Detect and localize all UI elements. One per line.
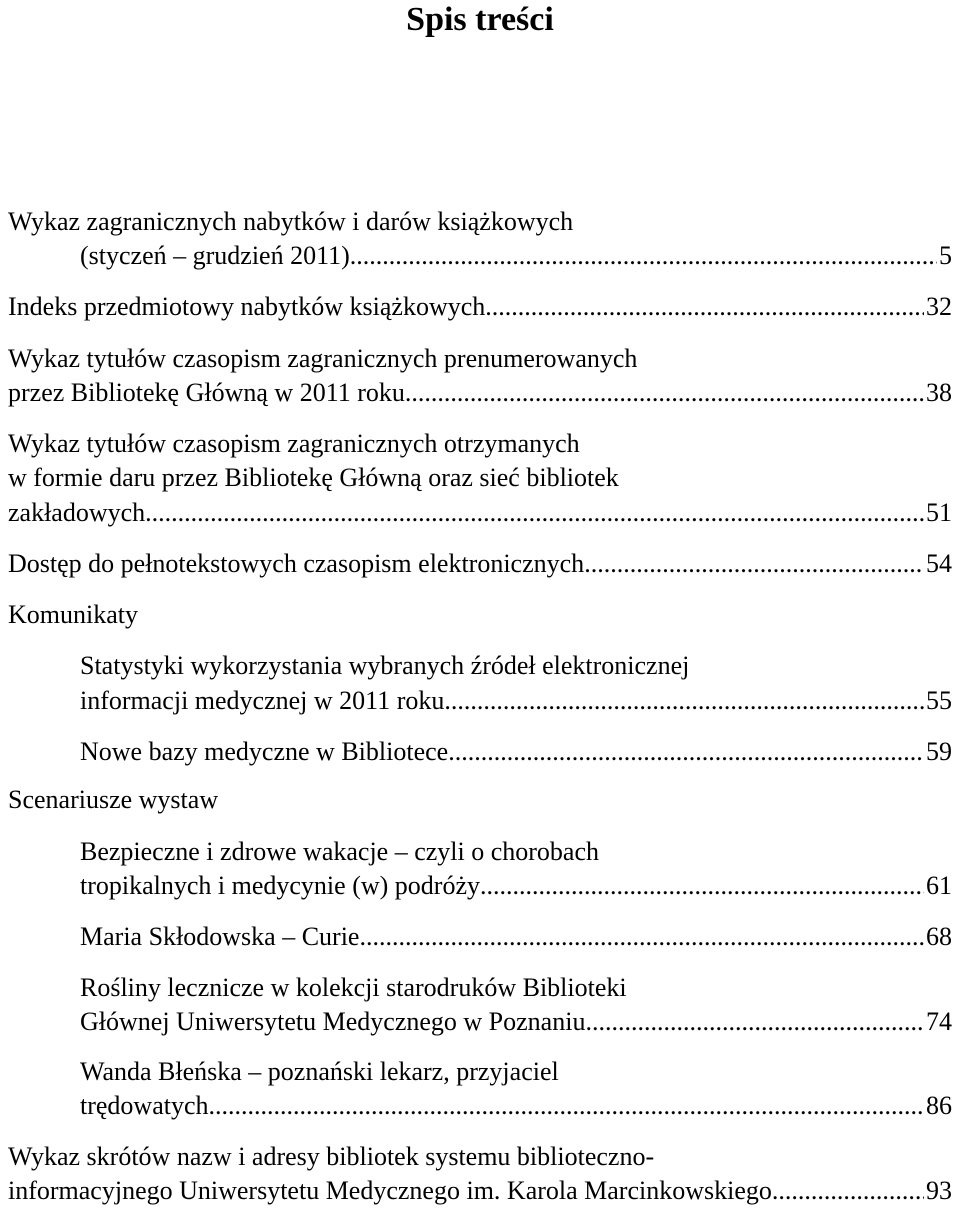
toc-entry-title: przez Bibliotekę Główną w 2011 roku <box>8 378 405 407</box>
toc-page-number: 54 <box>926 549 952 578</box>
toc-entry-title: Dostęp do pełnotekstowych czasopism elektronicznych <box>8 549 585 578</box>
toc-entry-title: Wykaz tytułów czasopism zagranicznych prenumerowanych <box>8 344 638 373</box>
toc-page-number: 32 <box>926 292 952 321</box>
toc-entry-title: Wykaz zagranicznych nabytków i darów książkowych <box>8 207 574 236</box>
toc-section-heading: Komunikaty <box>8 600 138 629</box>
dot-leader <box>485 291 924 323</box>
toc-entry-leader-line <box>80 1090 952 1122</box>
toc-page-number: 55 <box>926 686 952 715</box>
toc-entry-title: informacji medycznej w 2011 roku <box>80 686 445 715</box>
toc-entry-title: Wanda Błeńska – poznański lekarz, przyjaciel <box>80 1057 559 1086</box>
toc-entry-title: Indeks przedmiotowy nabytków książkowych <box>8 292 486 321</box>
toc-entry-title: Bezpieczne i zdrowe wakacje – czyli o chorobach <box>80 837 600 866</box>
toc-entry-leader-line <box>80 1006 952 1038</box>
dot-leader <box>350 240 937 272</box>
toc-entry-title: Nowe bazy medyczne w Bibliotece <box>80 737 449 766</box>
toc-page-number: 74 <box>926 1007 952 1036</box>
toc-entry-leader-line <box>8 291 952 323</box>
toc-page-number: 86 <box>926 1091 952 1120</box>
dot-leader <box>584 548 924 580</box>
toc-entry-leader-line <box>80 240 952 272</box>
toc-entry-title: informacyjnego Uniwersytetu Medycznego im. Karola Marcinkowskiego <box>8 1176 772 1205</box>
toc-page-number: 51 <box>926 498 952 527</box>
dot-leader <box>359 921 924 953</box>
toc-page-number: 93 <box>926 1176 952 1205</box>
toc-entry-leader-line <box>80 870 952 902</box>
toc-entry-leader-line <box>8 497 952 529</box>
toc-entry-title: trędowatych <box>80 1091 209 1120</box>
toc-entry-leader-line <box>80 736 952 768</box>
toc-entry-leader-line <box>8 548 952 580</box>
toc-page-number: 38 <box>926 378 952 407</box>
toc-entry-title: Wykaz skrótów nazw i adresy bibliotek systemu biblioteczno- <box>8 1142 655 1171</box>
toc-page-number: 5 <box>939 241 952 270</box>
toc-entry-title: Rośliny lecznicze w kolekcji starodruków Biblioteki <box>80 973 627 1002</box>
toc-entry-leader-line <box>80 921 952 953</box>
toc-entry-title: tropikalnych i medycynie (w) podróży <box>80 871 480 900</box>
dot-leader <box>209 1090 924 1122</box>
toc-entry-title: (styczeń – grudzień 2011) <box>80 241 350 270</box>
dot-leader <box>772 1175 924 1207</box>
page-title: Spis treści <box>406 1 554 38</box>
toc-page-number: 68 <box>926 922 952 951</box>
toc-entry-title: Maria Skłodowska – Curie <box>80 922 360 951</box>
toc-entry-title: Statystyki wykorzystania wybranych źródeł elektronicznej <box>80 651 690 680</box>
dot-leader <box>448 736 924 768</box>
toc-section-heading: Scenariusze wystaw <box>8 785 219 814</box>
dot-leader <box>145 497 924 529</box>
toc-entry-leader-line <box>8 377 952 409</box>
toc-entry-title: Głównej Uniwersytetu Medycznego w Poznaniu <box>80 1007 586 1036</box>
toc-entry-title: Wykaz tytułów czasopism zagranicznych otrzymanych <box>8 429 580 458</box>
toc-entry-title: zakładowych <box>8 498 146 527</box>
toc-page-number: 59 <box>926 737 952 766</box>
toc-page-number: 61 <box>926 871 952 900</box>
dot-leader <box>480 870 924 902</box>
dot-leader <box>444 685 924 717</box>
toc-entry-leader-line <box>8 1175 952 1207</box>
dot-leader <box>585 1006 924 1038</box>
toc-entry-leader-line <box>80 685 952 717</box>
dot-leader <box>405 377 924 409</box>
toc-entry-title: w formie daru przez Bibliotekę Główną oraz sieć bibliotek <box>8 463 619 492</box>
